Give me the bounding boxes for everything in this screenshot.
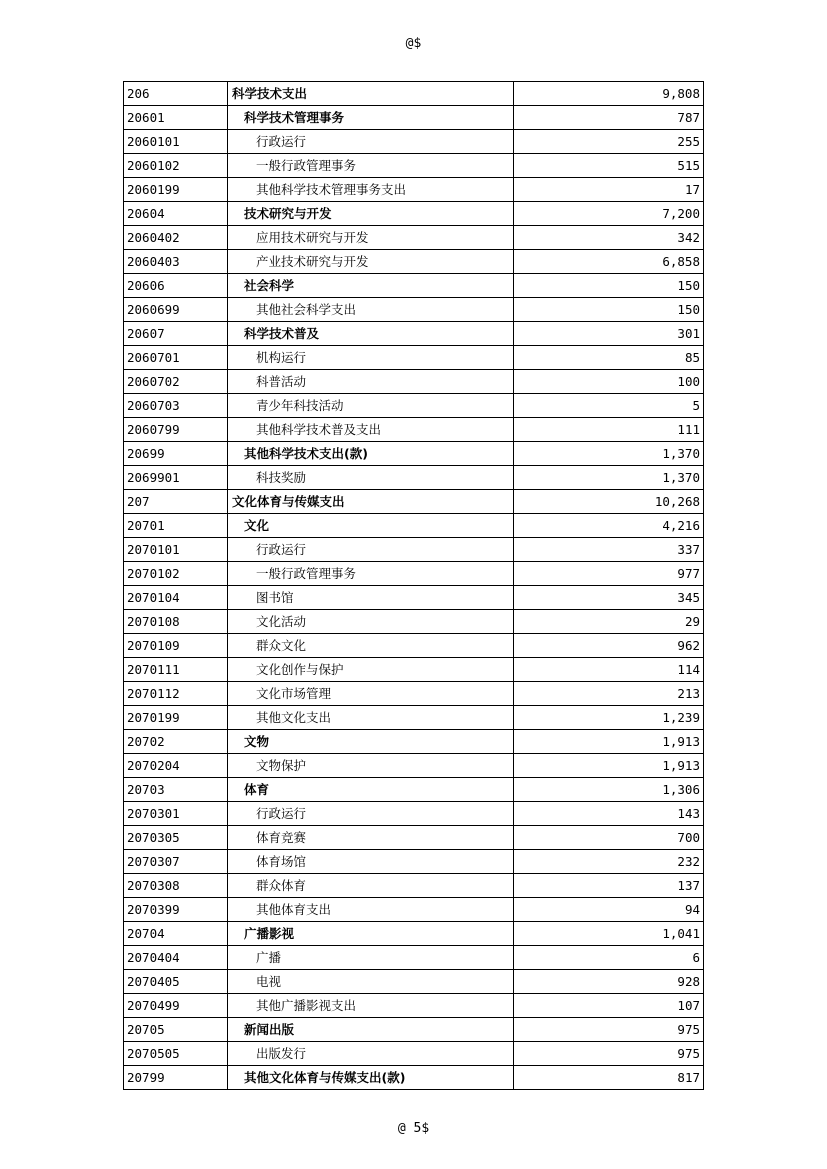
row-code: 2060101 bbox=[124, 130, 228, 154]
row-code: 2060701 bbox=[124, 346, 228, 370]
row-amount: 1,239 bbox=[514, 706, 704, 730]
table-row bbox=[124, 754, 704, 778]
table-row bbox=[124, 1018, 704, 1042]
row-name: 出版发行 bbox=[228, 1042, 514, 1066]
row-amount: 1,913 bbox=[514, 730, 704, 754]
row-name: 广播影视 bbox=[228, 922, 514, 946]
row-amount: 337 bbox=[514, 538, 704, 562]
row-code: 2070499 bbox=[124, 994, 228, 1018]
row-code: 20601 bbox=[124, 106, 228, 130]
row-name: 青少年科技活动 bbox=[228, 394, 514, 418]
row-code: 2060403 bbox=[124, 250, 228, 274]
table-row bbox=[124, 970, 704, 994]
row-name: 科学技术支出 bbox=[228, 82, 514, 106]
row-name: 广播 bbox=[228, 946, 514, 970]
row-amount: 6,858 bbox=[514, 250, 704, 274]
table-row bbox=[124, 778, 704, 802]
row-code: 2070505 bbox=[124, 1042, 228, 1066]
table-row bbox=[124, 1042, 704, 1066]
row-name: 科学技术管理事务 bbox=[228, 106, 514, 130]
row-code: 2070301 bbox=[124, 802, 228, 826]
row-code: 2070102 bbox=[124, 562, 228, 586]
row-name: 文物保护 bbox=[228, 754, 514, 778]
row-name: 其他科学技术管理事务支出 bbox=[228, 178, 514, 202]
row-name: 科学技术普及 bbox=[228, 322, 514, 346]
table-row bbox=[124, 682, 704, 706]
table-row bbox=[124, 538, 704, 562]
row-code: 20607 bbox=[124, 322, 228, 346]
row-amount: 1,370 bbox=[514, 442, 704, 466]
row-amount: 100 bbox=[514, 370, 704, 394]
table-row bbox=[124, 130, 704, 154]
table-row bbox=[124, 658, 704, 682]
row-code: 2070308 bbox=[124, 874, 228, 898]
row-code: 2070101 bbox=[124, 538, 228, 562]
row-amount: 137 bbox=[514, 874, 704, 898]
table-row bbox=[124, 514, 704, 538]
row-amount: 962 bbox=[514, 634, 704, 658]
row-amount: 817 bbox=[514, 1066, 704, 1090]
row-amount: 975 bbox=[514, 1018, 704, 1042]
row-name: 一般行政管理事务 bbox=[228, 562, 514, 586]
row-code: 2069901 bbox=[124, 466, 228, 490]
row-name: 机构运行 bbox=[228, 346, 514, 370]
row-code: 2070404 bbox=[124, 946, 228, 970]
row-name: 文化活动 bbox=[228, 610, 514, 634]
row-name: 文化创作与保护 bbox=[228, 658, 514, 682]
table-row bbox=[124, 106, 704, 130]
table-row bbox=[124, 826, 704, 850]
row-name: 科技奖励 bbox=[228, 466, 514, 490]
table-row bbox=[124, 226, 704, 250]
row-code: 2070405 bbox=[124, 970, 228, 994]
row-amount: 1,306 bbox=[514, 778, 704, 802]
row-name: 行政运行 bbox=[228, 130, 514, 154]
row-name: 电视 bbox=[228, 970, 514, 994]
budget-table bbox=[123, 81, 704, 1090]
row-code: 20702 bbox=[124, 730, 228, 754]
row-amount: 700 bbox=[514, 826, 704, 850]
row-name: 体育 bbox=[228, 778, 514, 802]
row-amount: 928 bbox=[514, 970, 704, 994]
table-row bbox=[124, 706, 704, 730]
page-header: @$ bbox=[405, 36, 422, 51]
row-amount: 1,041 bbox=[514, 922, 704, 946]
row-code: 2070305 bbox=[124, 826, 228, 850]
row-code: 2060199 bbox=[124, 178, 228, 202]
row-code: 20699 bbox=[124, 442, 228, 466]
table-row bbox=[124, 250, 704, 274]
row-amount: 114 bbox=[514, 658, 704, 682]
table-row bbox=[124, 298, 704, 322]
row-code: 2070104 bbox=[124, 586, 228, 610]
table-row bbox=[124, 610, 704, 634]
row-amount: 9,808 bbox=[514, 82, 704, 106]
table-row bbox=[124, 802, 704, 826]
row-amount: 150 bbox=[514, 298, 704, 322]
row-code: 2070204 bbox=[124, 754, 228, 778]
row-name: 文化 bbox=[228, 514, 514, 538]
table-row bbox=[124, 562, 704, 586]
row-name: 其他文化体育与传媒支出(款) bbox=[228, 1066, 514, 1090]
row-amount: 107 bbox=[514, 994, 704, 1018]
table-row bbox=[124, 922, 704, 946]
table-row bbox=[124, 994, 704, 1018]
row-amount: 10,268 bbox=[514, 490, 704, 514]
row-name: 技术研究与开发 bbox=[228, 202, 514, 226]
row-code: 2070109 bbox=[124, 634, 228, 658]
row-code: 2060699 bbox=[124, 298, 228, 322]
row-amount: 111 bbox=[514, 418, 704, 442]
table-row bbox=[124, 1066, 704, 1090]
row-name: 产业技术研究与开发 bbox=[228, 250, 514, 274]
row-name: 其他体育支出 bbox=[228, 898, 514, 922]
row-name: 文物 bbox=[228, 730, 514, 754]
row-name: 群众体育 bbox=[228, 874, 514, 898]
row-amount: 1,913 bbox=[514, 754, 704, 778]
row-amount: 515 bbox=[514, 154, 704, 178]
row-amount: 255 bbox=[514, 130, 704, 154]
row-name: 新闻出版 bbox=[228, 1018, 514, 1042]
table-row bbox=[124, 154, 704, 178]
row-amount: 975 bbox=[514, 1042, 704, 1066]
row-amount: 85 bbox=[514, 346, 704, 370]
row-code: 20704 bbox=[124, 922, 228, 946]
row-name: 其他文化支出 bbox=[228, 706, 514, 730]
row-amount: 787 bbox=[514, 106, 704, 130]
row-code: 2070108 bbox=[124, 610, 228, 634]
row-code: 20701 bbox=[124, 514, 228, 538]
row-code: 2060702 bbox=[124, 370, 228, 394]
table-row bbox=[124, 898, 704, 922]
row-amount: 4,216 bbox=[514, 514, 704, 538]
row-name: 其他社会科学支出 bbox=[228, 298, 514, 322]
row-code: 20705 bbox=[124, 1018, 228, 1042]
row-name: 其他科学技术普及支出 bbox=[228, 418, 514, 442]
row-name: 其他广播影视支出 bbox=[228, 994, 514, 1018]
row-amount: 150 bbox=[514, 274, 704, 298]
row-amount: 17 bbox=[514, 178, 704, 202]
row-amount: 232 bbox=[514, 850, 704, 874]
row-code: 2070307 bbox=[124, 850, 228, 874]
row-name: 图书馆 bbox=[228, 586, 514, 610]
row-amount: 7,200 bbox=[514, 202, 704, 226]
row-amount: 143 bbox=[514, 802, 704, 826]
table-row bbox=[124, 586, 704, 610]
row-amount: 301 bbox=[514, 322, 704, 346]
row-name: 其他科学技术支出(款) bbox=[228, 442, 514, 466]
row-name: 行政运行 bbox=[228, 802, 514, 826]
table-row bbox=[124, 346, 704, 370]
row-code: 2060402 bbox=[124, 226, 228, 250]
table-row bbox=[124, 466, 704, 490]
row-code: 20604 bbox=[124, 202, 228, 226]
row-name: 社会科学 bbox=[228, 274, 514, 298]
row-code: 207 bbox=[124, 490, 228, 514]
table-row bbox=[124, 874, 704, 898]
row-name: 行政运行 bbox=[228, 538, 514, 562]
row-amount: 977 bbox=[514, 562, 704, 586]
table-row bbox=[124, 274, 704, 298]
row-amount: 213 bbox=[514, 682, 704, 706]
table-row bbox=[124, 370, 704, 394]
table-row bbox=[124, 82, 704, 106]
row-name: 一般行政管理事务 bbox=[228, 154, 514, 178]
table-row bbox=[124, 490, 704, 514]
table-row bbox=[124, 322, 704, 346]
row-name: 文化市场管理 bbox=[228, 682, 514, 706]
table-row bbox=[124, 442, 704, 466]
row-amount: 5 bbox=[514, 394, 704, 418]
row-code: 2070112 bbox=[124, 682, 228, 706]
row-code: 2070111 bbox=[124, 658, 228, 682]
table-row bbox=[124, 634, 704, 658]
page-footer: @ 5$ bbox=[397, 1121, 430, 1136]
row-code: 2060102 bbox=[124, 154, 228, 178]
budget-table-body bbox=[124, 82, 704, 1090]
table-row bbox=[124, 418, 704, 442]
row-code: 206 bbox=[124, 82, 228, 106]
row-amount: 1,370 bbox=[514, 466, 704, 490]
table-row bbox=[124, 850, 704, 874]
row-amount: 29 bbox=[514, 610, 704, 634]
row-amount: 6 bbox=[514, 946, 704, 970]
row-code: 20703 bbox=[124, 778, 228, 802]
row-amount: 345 bbox=[514, 586, 704, 610]
table-row bbox=[124, 394, 704, 418]
row-code: 20799 bbox=[124, 1066, 228, 1090]
row-code: 2070399 bbox=[124, 898, 228, 922]
row-name: 科普活动 bbox=[228, 370, 514, 394]
row-code: 2060703 bbox=[124, 394, 228, 418]
table-row bbox=[124, 730, 704, 754]
table-row bbox=[124, 202, 704, 226]
row-name: 应用技术研究与开发 bbox=[228, 226, 514, 250]
row-amount: 342 bbox=[514, 226, 704, 250]
row-name: 群众文化 bbox=[228, 634, 514, 658]
row-name: 体育竞赛 bbox=[228, 826, 514, 850]
row-code: 20606 bbox=[124, 274, 228, 298]
table-row bbox=[124, 946, 704, 970]
row-name: 体育场馆 bbox=[228, 850, 514, 874]
table-row bbox=[124, 178, 704, 202]
row-code: 2060799 bbox=[124, 418, 228, 442]
row-code: 2070199 bbox=[124, 706, 228, 730]
row-amount: 94 bbox=[514, 898, 704, 922]
row-name: 文化体育与传媒支出 bbox=[228, 490, 514, 514]
